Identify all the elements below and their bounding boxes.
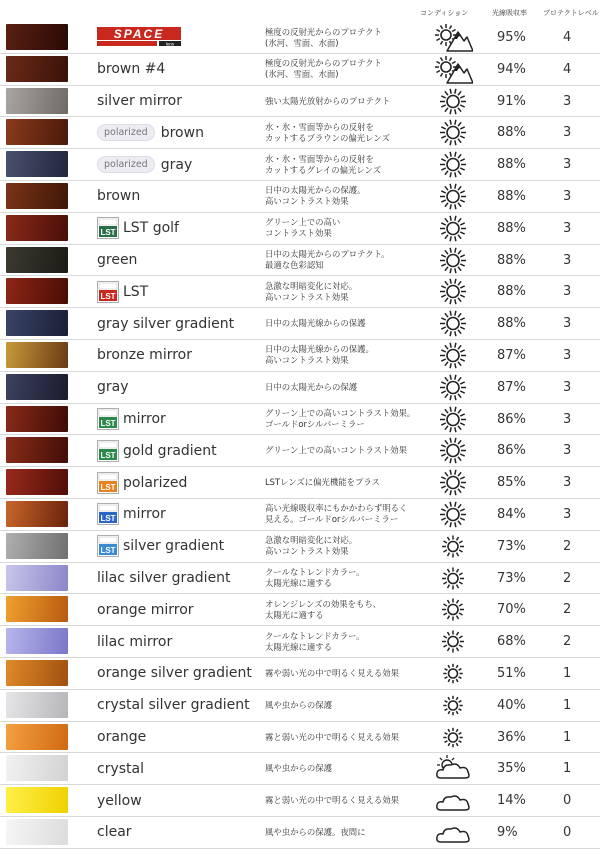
lens-description (265, 340, 430, 371)
description-line: 太陽光に適する (265, 609, 324, 620)
absorption-value: 91% (497, 93, 526, 109)
lens-name-text: silver gradient (123, 538, 225, 555)
absorption-value: 88% (497, 188, 526, 204)
lens-color-swatch (6, 596, 68, 622)
svg-text:LST: LST (100, 482, 116, 492)
lens-name-text: mirror (123, 411, 166, 428)
lens-description (265, 499, 430, 530)
protect-level-value: 3 (563, 475, 572, 491)
description-line: クールなトレンドカラー。 (265, 630, 365, 641)
description-line: 風や虫からの保護 (265, 699, 332, 710)
lens-name (97, 722, 146, 753)
sun-icon (433, 341, 473, 370)
lens-name (97, 117, 204, 148)
lens-name-text: crystal (97, 760, 144, 777)
space-lens-logo (97, 27, 181, 47)
lens-color-swatch (6, 183, 68, 209)
description-line: 見える。ゴールドorシルバーミラー (265, 514, 399, 525)
sun-icon (433, 723, 473, 752)
table-row (0, 594, 600, 626)
absorption-value: 87% (497, 379, 526, 395)
description-line: オレンジレンズの効果をもち、 (265, 598, 382, 609)
table-row (0, 149, 600, 181)
sun-icon (433, 500, 473, 529)
table-row (0, 531, 600, 563)
lens-name-text: bronze mirror (97, 347, 192, 364)
polarized-badge: polarized (97, 124, 155, 141)
absorption-value: 88% (497, 252, 526, 268)
sun-icon (433, 309, 473, 338)
lens-name-text: gold gradient (123, 442, 217, 459)
sun-icon (433, 468, 473, 497)
protect-level-value: 2 (563, 634, 572, 650)
sun-icon (433, 691, 473, 720)
lens-name (97, 594, 194, 625)
table-row (0, 86, 600, 118)
table-row (0, 245, 600, 277)
table-row (0, 340, 600, 372)
lens-color-swatch (6, 565, 68, 591)
description-line: LSTレンズに偏光機能をプラス (265, 477, 380, 488)
lens-color-swatch (6, 24, 68, 50)
lens-color-swatch (6, 692, 68, 718)
lens-name (97, 308, 234, 339)
description-line: 最適な色彩認知 (265, 260, 324, 271)
lens-description (265, 563, 430, 594)
lens-description (265, 690, 430, 721)
absorption-value: 86% (497, 411, 526, 427)
lens-name (97, 563, 231, 594)
lens-description (265, 753, 430, 784)
table-row (0, 308, 600, 340)
absorption-value: 95% (497, 30, 526, 45)
absorption-value: 86% (497, 443, 526, 459)
lens-name (97, 276, 148, 307)
lens-name-text: brown (160, 124, 204, 141)
lens-name (97, 435, 217, 466)
description-line: 水・氷・雪面等からの反射を (265, 153, 374, 164)
lens-name (97, 499, 166, 530)
table-row (0, 499, 600, 531)
lst-badge-icon (97, 217, 123, 239)
protect-level-value: 2 (563, 602, 572, 618)
lens-name-text: silver mirror (97, 93, 182, 110)
description-line: 風や虫からの保護 (265, 763, 332, 774)
table-row (0, 404, 600, 436)
absorption-value: 84% (497, 506, 526, 522)
protect-level-value: 1 (563, 665, 572, 681)
lens-name-text: lilac mirror (97, 633, 173, 650)
lens-color-swatch (6, 787, 68, 813)
table-row (0, 213, 600, 245)
sun-icon (433, 564, 473, 593)
lens-color-swatch (6, 724, 68, 750)
absorption-value: 51% (497, 665, 526, 681)
lens-description (265, 86, 430, 117)
description-line: 水・氷・雪面等からの反射を (265, 121, 374, 132)
lst-badge-icon (97, 535, 123, 557)
condition-column-header: コンディション (420, 9, 469, 17)
protect-level-value: 3 (563, 284, 572, 300)
svg-text:LST: LST (100, 291, 116, 301)
description-line: クールなトレンドカラー。 (265, 567, 365, 578)
absorption-value: 87% (497, 347, 526, 363)
description-line: 極度の反射光からのプロテクト (265, 58, 382, 69)
lens-description (265, 149, 430, 180)
lens-color-swatch (6, 88, 68, 114)
table-row (0, 658, 600, 690)
table-row (0, 435, 600, 467)
lens-name (97, 404, 166, 435)
absorption-value: 73% (497, 570, 526, 586)
sun-mountain-icon (433, 23, 473, 52)
sun-icon (433, 150, 473, 179)
sun-icon (433, 373, 473, 402)
description-line: 霧と弱い光の中で明るく見える効果 (265, 731, 399, 742)
lens-name (97, 245, 137, 276)
protect-level-value: 3 (563, 252, 572, 268)
sun-icon (433, 436, 473, 465)
lens-name (97, 817, 132, 848)
lens-name (97, 213, 179, 244)
description-line: 太陽光線に適する (265, 641, 332, 652)
lens-description (265, 626, 430, 657)
svg-text:LST: LST (100, 450, 116, 460)
lst-badge-icon (97, 281, 123, 303)
table-row (0, 626, 600, 658)
protect-level-value: 4 (563, 30, 572, 45)
lens-description (265, 658, 430, 689)
description-line: グリーン上での高いコントラスト効果。 (265, 408, 416, 419)
description-line: 日中の太陽光線からの保護 (265, 318, 366, 329)
lens-description (265, 276, 430, 307)
table-row (0, 690, 600, 722)
description-line: 高い光線吸収率にもかかわらず明るく (265, 503, 408, 514)
lens-name-text: brown (97, 188, 141, 205)
lens-description (265, 245, 430, 276)
svg-text:LST: LST (100, 419, 116, 429)
description-line: コントラスト効果 (265, 228, 332, 239)
absorption-value: 70% (497, 602, 526, 618)
lens-description (265, 181, 430, 212)
cloud-sun-icon (433, 754, 473, 783)
description-line: 高いコントラスト効果 (265, 546, 349, 557)
lens-name (97, 149, 192, 180)
absorption-value: 88% (497, 316, 526, 332)
lens-color-swatch (6, 819, 68, 845)
sun-mountain-icon (433, 55, 473, 84)
description-line: ゴールドorシルバーミラー (265, 419, 365, 430)
description-line: 強い太陽光放射からのプロテクト (265, 95, 391, 106)
lens-name-text: polarized (123, 474, 188, 491)
protect-level-value: 1 (563, 761, 572, 777)
description-line: 高いコントラスト効果 (265, 196, 349, 207)
lens-description (265, 404, 430, 435)
lens-description (265, 785, 430, 816)
lens-name-text: brown #4 (97, 61, 166, 78)
table-row (0, 722, 600, 754)
description-line: 急激な明暗変化に対応。 (265, 535, 358, 546)
absorption-value: 85% (497, 475, 526, 491)
sun-icon (433, 246, 473, 275)
sun-icon (433, 277, 473, 306)
description-line: 極度の反射光からのプロテクト (265, 26, 382, 37)
description-line: グリーン上での高い (265, 217, 341, 228)
lens-description (265, 594, 430, 625)
lens-description (265, 372, 430, 403)
table-header (0, 0, 600, 20)
lens-name-text: clear (97, 824, 132, 841)
absorption-value: 9% (497, 824, 518, 840)
protect-level-value: 4 (563, 61, 572, 77)
description-line: カットするブラウンの偏光レンズ (265, 132, 390, 143)
lst-badge-icon (97, 503, 123, 525)
description-line: グリーン上での高いコントラスト効果 (265, 445, 407, 456)
description-line: 高いコントラスト効果 (265, 355, 349, 366)
lens-color-swatch (6, 533, 68, 559)
lens-color-swatch (6, 469, 68, 495)
lens-name-text: gray (160, 156, 193, 173)
description-line: 急激な明暗変化に対応。 (265, 280, 358, 291)
lens-name (97, 753, 144, 784)
table-row (0, 181, 600, 213)
lens-color-swatch (6, 151, 68, 177)
protect-level-value: 3 (563, 379, 572, 395)
lens-color-swatch (6, 278, 68, 304)
absorption-value: 14% (497, 793, 526, 809)
absorption-value: 36% (497, 729, 526, 745)
sun-icon (433, 118, 473, 147)
description-line: 日中の太陽光からの保護 (265, 381, 358, 392)
lens-name-text: green (97, 252, 138, 269)
sun-icon (433, 532, 473, 561)
lens-color-swatch (6, 660, 68, 686)
lens-color-swatch (6, 374, 68, 400)
lens-description (265, 213, 430, 244)
sun-icon (433, 214, 473, 243)
absorption-value: 94% (497, 61, 526, 77)
lens-description (265, 531, 430, 562)
lens-color-swatch (6, 215, 68, 241)
lens-description (265, 467, 430, 498)
polarized-badge: polarized (97, 156, 155, 173)
table-row (0, 785, 600, 817)
lst-badge-icon (97, 472, 123, 494)
table-row (0, 117, 600, 149)
table-row (0, 276, 600, 308)
lens-name (97, 531, 224, 562)
cloud-icon (433, 786, 473, 815)
description-line: 風や虫からの保護。夜間に (265, 826, 366, 837)
table-row (0, 817, 600, 849)
protect-level-value: 3 (563, 316, 572, 332)
protect-level-value: 3 (563, 157, 572, 173)
protect-level-value: 1 (563, 729, 572, 745)
lens-description (265, 435, 430, 466)
description-line: 日中の太陽光からのプロテクト。 (265, 249, 390, 260)
lens-name (97, 54, 165, 85)
svg-text:LST: LST (100, 228, 116, 238)
protect-level-value: 3 (563, 347, 572, 363)
protect-level-value: 3 (563, 443, 572, 459)
protect-level-value: 3 (563, 220, 572, 236)
lens-color-swatch (6, 437, 68, 463)
lens-name-text: gray silver gradient (97, 315, 235, 332)
lens-name-text: gray (97, 379, 129, 396)
table-row (0, 753, 600, 785)
absorption-value: 88% (497, 284, 526, 300)
lens-color-swatch (6, 628, 68, 654)
absorption-value: 40% (497, 697, 526, 713)
lens-color-swatch (6, 119, 68, 145)
lst-badge-icon (97, 440, 123, 462)
svg-text:LST: LST (100, 514, 116, 524)
lens-name (97, 86, 182, 117)
table-row (0, 54, 600, 86)
lens-description (265, 54, 430, 85)
lens-name (97, 690, 250, 721)
protect-level-value: 3 (563, 411, 572, 427)
sun-icon (433, 659, 473, 688)
description-line: 霧と弱い光の中で明るく見える効果 (265, 795, 399, 806)
sun-icon (433, 87, 473, 116)
absorption-value: 88% (497, 157, 526, 173)
lens-description (265, 117, 430, 148)
absorption-value: 88% (497, 125, 526, 141)
lens-description (265, 722, 430, 753)
lens-name (97, 626, 172, 657)
description-line: 太陽光線に適する (265, 578, 332, 589)
lens-description (265, 22, 430, 53)
sun-icon (433, 595, 473, 624)
description-line: 日中の太陽光からの保護。 (265, 185, 366, 196)
absorption-value: 73% (497, 538, 526, 554)
protect-level-value: 3 (563, 506, 572, 522)
lens-name-text: lilac silver gradient (97, 570, 231, 587)
description-line: 高いコントラスト効果 (265, 291, 349, 302)
lens-name-text: LST (123, 283, 149, 300)
lens-name-text: yellow (97, 792, 142, 809)
lens-name-text: orange mirror (97, 601, 194, 618)
sun-icon (433, 182, 473, 211)
lens-description (265, 308, 430, 339)
lens-color-swatch (6, 247, 68, 273)
description-line: 霧や弱い光の中で明るく見える効果 (265, 667, 399, 678)
lens-color-swatch (6, 342, 68, 368)
lens-name (97, 658, 252, 689)
lens-name (97, 340, 192, 371)
protect-level-value: 3 (563, 188, 572, 204)
lens-color-swatch (6, 56, 68, 82)
lens-description (265, 817, 430, 848)
description-line: (氷河、雪面、水面) (265, 69, 339, 80)
svg-text:lens: lens (165, 41, 175, 47)
absorption-value: 35% (497, 761, 526, 777)
lens-name (97, 467, 187, 498)
protect-level-value: 2 (563, 570, 572, 586)
lens-color-swatch (6, 310, 68, 336)
lens-name (97, 181, 140, 212)
protect-level-column-header: プロテクトレベル (543, 9, 599, 17)
protect-level-value: 2 (563, 538, 572, 554)
lens-color-swatch (6, 406, 68, 432)
absorption-column-header: 光線吸収率 (492, 9, 527, 17)
svg-text:LST: LST (100, 546, 116, 556)
protect-level-value: 1 (563, 697, 572, 713)
protect-level-value: 0 (563, 824, 572, 840)
protect-level-value: 3 (563, 93, 572, 109)
description-line: (氷河、雪面、水面) (265, 37, 339, 48)
table-row (0, 22, 600, 54)
lens-name-text: LST golf (123, 220, 179, 237)
description-line: 日中の太陽光線からの保護。 (265, 344, 374, 355)
lens-name-text: mirror (123, 506, 166, 523)
absorption-value: 88% (497, 220, 526, 236)
table-row (0, 372, 600, 404)
lst-badge-icon (97, 408, 123, 430)
protect-level-value: 3 (563, 125, 572, 141)
svg-text:SPACE: SPACE (113, 27, 165, 41)
lens-color-swatch (6, 501, 68, 527)
absorption-value: 68% (497, 634, 526, 650)
cloud-icon (433, 818, 473, 847)
sun-icon (433, 405, 473, 434)
description-line: カットするグレイの偏光レンズ (265, 164, 382, 175)
table-row (0, 563, 600, 595)
lens-name-text: crystal silver gradient (97, 697, 250, 714)
protect-level-value: 0 (563, 793, 572, 809)
sun-icon (433, 627, 473, 656)
lens-name (97, 785, 142, 816)
lens-name-text: orange (97, 729, 147, 746)
lens-color-swatch (6, 755, 68, 781)
lens-name-text: orange silver gradient (97, 665, 252, 682)
lens-name (97, 372, 129, 403)
lens-table (0, 22, 600, 849)
table-row (0, 467, 600, 499)
